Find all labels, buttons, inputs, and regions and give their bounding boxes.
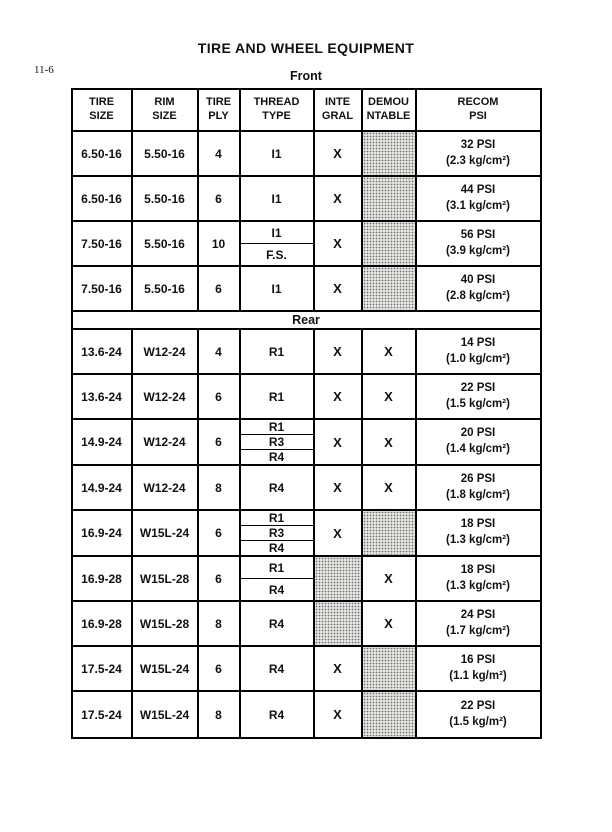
table-row	[73, 511, 540, 557]
cell-tire-size: 14.9-24	[73, 466, 133, 509]
x-mark: X	[333, 661, 342, 676]
cell-recom-psi	[417, 466, 540, 509]
thread-type-value: I1	[241, 222, 313, 244]
header-label-line: RECOM	[457, 96, 499, 109]
header-recom-psi	[417, 90, 540, 130]
page-title: TIRE AND WHEEL EQUIPMENT	[197, 40, 415, 56]
thread-type-value: R1	[268, 389, 285, 404]
cell-demountable	[363, 420, 417, 464]
header-label-line: DEMOU	[368, 96, 409, 109]
cell-integral-hatched	[315, 557, 363, 600]
thread-type-value: R3	[241, 526, 313, 541]
cell-tire-size: 6.50-16	[73, 132, 133, 175]
psi-value: 22 PSI	[460, 381, 496, 394]
table-row	[73, 375, 540, 420]
cell-thread-type	[241, 177, 315, 220]
cell-tire-size: 13.6-24	[73, 330, 133, 373]
thread-type-value: R4	[268, 541, 285, 555]
psi-metric: (2.3 kg/cm²)	[446, 154, 510, 167]
cell-rim-size: 5.50-16	[133, 132, 199, 175]
cell-demountable	[363, 466, 417, 509]
thread-type-value: R1	[241, 557, 313, 579]
cell-tire-size: 7.50-16	[73, 267, 133, 310]
table-row	[73, 330, 540, 375]
thread-type-value: R1	[241, 420, 313, 435]
cell-tire-ply: 8	[199, 466, 241, 509]
cell-rim-size: 5.50-16	[133, 267, 199, 310]
thread-type-value: I1	[271, 191, 282, 206]
cell-integral	[315, 177, 363, 220]
header-demountable	[363, 90, 417, 130]
psi-value: 14 PSI	[460, 336, 496, 349]
cell-tire-size: 7.50-16	[73, 222, 133, 265]
table-row	[73, 557, 540, 602]
thread-type-value: R1	[268, 344, 285, 359]
cell-tire-ply: 6	[199, 375, 241, 418]
cell-recom-psi	[417, 557, 540, 600]
table-row	[73, 222, 540, 267]
cell-tire-ply: 10	[199, 222, 241, 265]
cell-tire-size: 16.9-24	[73, 511, 133, 555]
table-row	[73, 647, 540, 692]
header-label-line: PSI	[469, 110, 487, 122]
cell-tire-ply: 8	[199, 692, 241, 737]
thread-type-value: R4	[268, 582, 285, 597]
cell-tire-ply: 6	[199, 647, 241, 690]
psi-metric: (1.0 kg/cm²)	[446, 352, 510, 365]
cell-integral	[315, 330, 363, 373]
x-mark: X	[333, 236, 342, 251]
cell-thread-type	[241, 466, 315, 509]
thread-type-value: I1	[271, 281, 282, 296]
header-label-line: NTABLE	[366, 110, 411, 122]
header-integral	[315, 90, 363, 130]
x-mark: X	[384, 389, 393, 404]
cell-integral-hatched	[315, 602, 363, 645]
header-thread-type	[241, 90, 315, 130]
x-mark: X	[384, 571, 393, 586]
psi-value: 16 PSI	[460, 653, 496, 666]
cell-demountable	[363, 330, 417, 373]
x-mark: X	[384, 616, 393, 631]
header-tire-size	[73, 90, 133, 130]
psi-value: 32 PSI	[460, 138, 496, 151]
header-label-line: GRAL	[321, 110, 354, 122]
cell-tire-ply: 6	[199, 420, 241, 464]
cell-recom-psi	[417, 647, 540, 690]
psi-metric: (1.8 kg/cm²)	[446, 488, 510, 501]
header-label-line: INTE	[324, 96, 351, 109]
cell-tire-size: 6.50-16	[73, 177, 133, 220]
cell-rim-size: W15L-24	[133, 511, 199, 555]
x-mark: X	[384, 344, 393, 359]
cell-recom-psi	[417, 330, 540, 373]
cell-integral	[315, 267, 363, 310]
front-section-label: Front	[290, 69, 322, 83]
psi-metric: (1.3 kg/cm²)	[446, 534, 510, 546]
cell-thread-type	[241, 222, 315, 265]
tire-wheel-table	[71, 88, 542, 739]
page-number: 11-6	[34, 64, 54, 76]
cell-tire-size: 16.9-28	[73, 557, 133, 600]
cell-demountable-hatched	[363, 222, 417, 265]
psi-metric: (1.3 kg/cm²)	[446, 579, 510, 592]
thread-type-value: R1	[241, 511, 313, 526]
cell-integral	[315, 375, 363, 418]
x-mark: X	[384, 480, 393, 495]
table-row	[73, 692, 540, 737]
cell-tire-size: 13.6-24	[73, 375, 133, 418]
cell-integral	[315, 466, 363, 509]
cell-rim-size: W12-24	[133, 466, 199, 509]
cell-rim-size: W12-24	[133, 375, 199, 418]
cell-integral	[315, 420, 363, 464]
cell-demountable-hatched	[363, 692, 417, 737]
cell-rim-size: 5.50-16	[133, 177, 199, 220]
table-row	[73, 420, 540, 466]
cell-demountable-hatched	[363, 647, 417, 690]
cell-tire-ply: 6	[199, 267, 241, 310]
cell-integral	[315, 647, 363, 690]
header-label-line: TIRE	[205, 96, 232, 109]
cell-recom-psi	[417, 267, 540, 310]
cell-demountable	[363, 375, 417, 418]
psi-value: 40 PSI	[460, 273, 496, 286]
psi-value: 26 PSI	[460, 472, 496, 485]
cell-tire-ply: 6	[199, 177, 241, 220]
psi-value: 18 PSI	[460, 518, 496, 531]
x-mark: X	[333, 281, 342, 296]
psi-value: 56 PSI	[460, 228, 496, 241]
table-header-row	[73, 90, 540, 132]
x-mark: X	[333, 191, 342, 206]
cell-demountable	[363, 557, 417, 600]
cell-thread-type	[241, 267, 315, 310]
cell-thread-type	[241, 692, 315, 737]
table-row	[73, 177, 540, 222]
x-mark: X	[333, 146, 342, 161]
cell-thread-type	[241, 420, 315, 464]
cell-demountable-hatched	[363, 177, 417, 220]
x-mark: X	[333, 389, 342, 404]
cell-thread-type	[241, 647, 315, 690]
x-mark: X	[333, 525, 342, 541]
cell-recom-psi	[417, 177, 540, 220]
cell-tire-size: 17.5-24	[73, 647, 133, 690]
cell-thread-type	[241, 330, 315, 373]
header-label-line: PLY	[208, 110, 229, 122]
cell-tire-ply: 4	[199, 330, 241, 373]
cell-rim-size: W15L-28	[133, 557, 199, 600]
cell-rim-size: W15L-28	[133, 602, 199, 645]
psi-metric: (3.9 kg/cm²)	[446, 244, 510, 257]
table-row	[73, 267, 540, 312]
cell-demountable-hatched	[363, 267, 417, 310]
cell-rim-size: W12-24	[133, 330, 199, 373]
thread-type-value: R4	[268, 707, 285, 722]
header-rim-size	[133, 90, 199, 130]
cell-thread-type	[241, 602, 315, 645]
psi-value: 24 PSI	[460, 608, 496, 621]
psi-metric: (1.4 kg/cm²)	[446, 443, 510, 455]
psi-metric: (2.8 kg/cm²)	[446, 289, 510, 302]
manual-page	[0, 40, 612, 739]
cell-tire-size: 16.9-28	[73, 602, 133, 645]
cell-tire-ply: 6	[199, 511, 241, 555]
cell-thread-type	[241, 132, 315, 175]
cell-tire-ply: 4	[199, 132, 241, 175]
cell-demountable-hatched	[363, 132, 417, 175]
x-mark: X	[333, 480, 342, 495]
header-label-line: RIM	[154, 96, 175, 109]
cell-recom-psi	[417, 420, 540, 464]
cell-recom-psi	[417, 222, 540, 265]
cell-recom-psi	[417, 375, 540, 418]
cell-demountable	[363, 602, 417, 645]
table-body	[73, 132, 540, 737]
header-label-line: SIZE	[89, 110, 114, 122]
x-mark: X	[333, 344, 342, 359]
cell-thread-type	[241, 557, 315, 600]
psi-metric: (1.7 kg/cm²)	[446, 624, 510, 637]
thread-type-value: R4	[268, 480, 285, 495]
cell-recom-psi	[417, 511, 540, 555]
x-mark: X	[333, 707, 342, 722]
header-label-line: SIZE	[152, 110, 177, 122]
thread-type-value: R3	[241, 435, 313, 450]
psi-value: 44 PSI	[460, 183, 496, 196]
table-row	[73, 602, 540, 647]
psi-value: 18 PSI	[460, 563, 496, 576]
cell-rim-size: W15L-24	[133, 647, 199, 690]
thread-type-value: R4	[268, 616, 285, 631]
table-row	[73, 132, 540, 177]
cell-rim-size: 5.50-16	[133, 222, 199, 265]
x-mark: X	[333, 434, 342, 450]
psi-metric: (3.1 kg/cm²)	[446, 199, 510, 212]
cell-recom-psi	[417, 692, 540, 737]
cell-demountable-hatched	[363, 511, 417, 555]
header-label-line: TYPE	[262, 110, 291, 122]
header-tire-ply	[199, 90, 241, 130]
psi-metric: (1.5 kg/cm²)	[446, 397, 510, 410]
cell-integral	[315, 222, 363, 265]
x-mark: X	[384, 434, 393, 450]
cell-integral	[315, 132, 363, 175]
psi-value: 20 PSI	[460, 427, 496, 440]
cell-thread-type	[241, 375, 315, 418]
cell-integral	[315, 511, 363, 555]
thread-type-value: F.S.	[266, 247, 287, 262]
cell-recom-psi	[417, 132, 540, 175]
cell-thread-type	[241, 511, 315, 555]
cell-tire-size: 17.5-24	[73, 692, 133, 737]
cell-tire-ply: 8	[199, 602, 241, 645]
header-label-line: THREAD	[253, 96, 300, 109]
psi-metric: (1.1 kg/m²)	[449, 669, 507, 682]
thread-type-value: I1	[271, 146, 282, 161]
psi-metric: (1.5 kg/m²)	[449, 715, 507, 728]
cell-integral	[315, 692, 363, 737]
cell-rim-size: W15L-24	[133, 692, 199, 737]
thread-type-value: R4	[268, 450, 285, 464]
cell-rim-size: W12-24	[133, 420, 199, 464]
table-row	[73, 466, 540, 511]
cell-tire-size: 14.9-24	[73, 420, 133, 464]
thread-type-value: R4	[268, 661, 285, 676]
header-label-line: TIRE	[88, 96, 115, 109]
cell-tire-ply: 6	[199, 557, 241, 600]
rear-section-label: Rear	[73, 312, 540, 330]
psi-value: 22 PSI	[460, 699, 496, 712]
cell-recom-psi	[417, 602, 540, 645]
